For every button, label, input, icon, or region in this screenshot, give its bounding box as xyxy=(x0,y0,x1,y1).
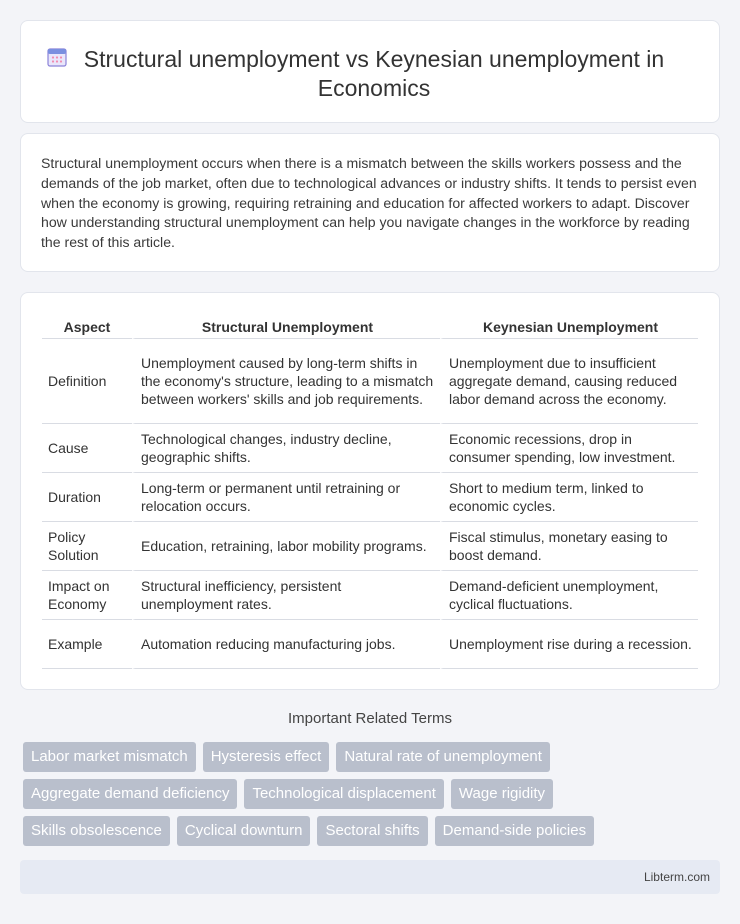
table-row xyxy=(42,571,698,620)
cell-structural: Automation reducing manufacturing jobs. xyxy=(132,620,440,669)
tag-skills-obsolescence[interactable]: Skills obsolescence xyxy=(23,816,170,846)
cell-aspect: Duration xyxy=(42,473,132,522)
header-keynesian: Keynesian Unemployment xyxy=(440,315,698,339)
tag-labor-market-mismatch[interactable]: Labor market mismatch xyxy=(23,742,196,772)
comparison-table xyxy=(42,315,698,669)
cell-structural: Education, retraining, labor mobility programs. xyxy=(132,522,440,571)
table-row xyxy=(42,473,698,522)
cell-structural: Structural inefficiency, persistent unemployment rates. xyxy=(132,571,440,620)
title-card xyxy=(20,20,720,123)
tag-technological-displacement[interactable]: Technological displacement xyxy=(244,779,443,809)
cell-keynesian: Unemployment rise during a recession. xyxy=(440,620,698,669)
cell-aspect: Example xyxy=(42,620,132,669)
footer-brand-link[interactable]: Libterm.com xyxy=(643,870,710,884)
table-row xyxy=(42,620,698,669)
cell-aspect: Impact on Economy xyxy=(42,571,132,620)
cell-keynesian: Fiscal stimulus, monetary easing to boost demand. xyxy=(440,522,698,571)
tag-cyclical-downturn[interactable]: Cyclical downturn xyxy=(177,816,311,846)
cell-keynesian: Demand-deficient unemployment, cyclical fluctuations. xyxy=(440,571,698,620)
cell-keynesian: Short to medium term, linked to economic cycles. xyxy=(440,473,698,522)
cell-aspect: Cause xyxy=(42,424,132,473)
table-row xyxy=(42,339,698,424)
tag-hysteresis-effect[interactable]: Hysteresis effect xyxy=(203,742,330,772)
tag-demand-side-policies[interactable]: Demand-side policies xyxy=(435,816,594,846)
table-row xyxy=(42,424,698,473)
tag-row xyxy=(23,779,723,809)
header-structural: Structural Unemployment xyxy=(132,315,440,339)
table-header-row xyxy=(42,315,698,339)
page-title: Structural unemployment vs Keynesian unemployment in Economics xyxy=(83,46,665,101)
cell-keynesian: Unemployment due to insufficient aggregate demand, causing reduced labor demand across the economy. xyxy=(440,339,698,424)
tag-row xyxy=(23,816,723,846)
tag-row xyxy=(23,742,723,772)
comparison-card xyxy=(20,292,720,690)
tag-wage-rigidity[interactable]: Wage rigidity xyxy=(451,779,553,809)
intro-paragraph: Structural unemployment occurs when there is a mismatch between the skills workers possess and the demands of the job market, often due to technological advances or industry shifts. It tends to persist even when the economy is growing, requiring retraining and education for affected workers to adapt. Discover how understanding structural unemployment can help you navigate changes in the workforce by reading the rest of this article. xyxy=(41,155,697,251)
cell-structural: Technological changes, industry decline, geographic shifts. xyxy=(132,424,440,473)
intro-card xyxy=(20,133,720,272)
cell-structural: Unemployment caused by long-term shifts in the economy's structure, leading to a mismatch between workers' skills and job requirements. xyxy=(132,339,440,424)
footer xyxy=(20,860,720,894)
tag-aggregate-demand-deficiency[interactable]: Aggregate demand deficiency xyxy=(23,779,237,809)
related-terms-heading: Important Related Terms xyxy=(288,710,452,727)
table-row xyxy=(42,522,698,571)
cell-keynesian: Economic recessions, drop in consumer spending, low investment. xyxy=(440,424,698,473)
tag-sectoral-shifts[interactable]: Sectoral shifts xyxy=(317,816,427,846)
header-aspect: Aspect xyxy=(42,315,132,339)
cell-aspect: Definition xyxy=(42,339,132,424)
tag-natural-rate[interactable]: Natural rate of unemployment xyxy=(336,742,550,772)
cell-structural: Long-term or permanent until retraining or relocation occurs. xyxy=(132,473,440,522)
related-terms xyxy=(23,742,723,853)
cell-aspect: Policy Solution xyxy=(42,522,132,571)
